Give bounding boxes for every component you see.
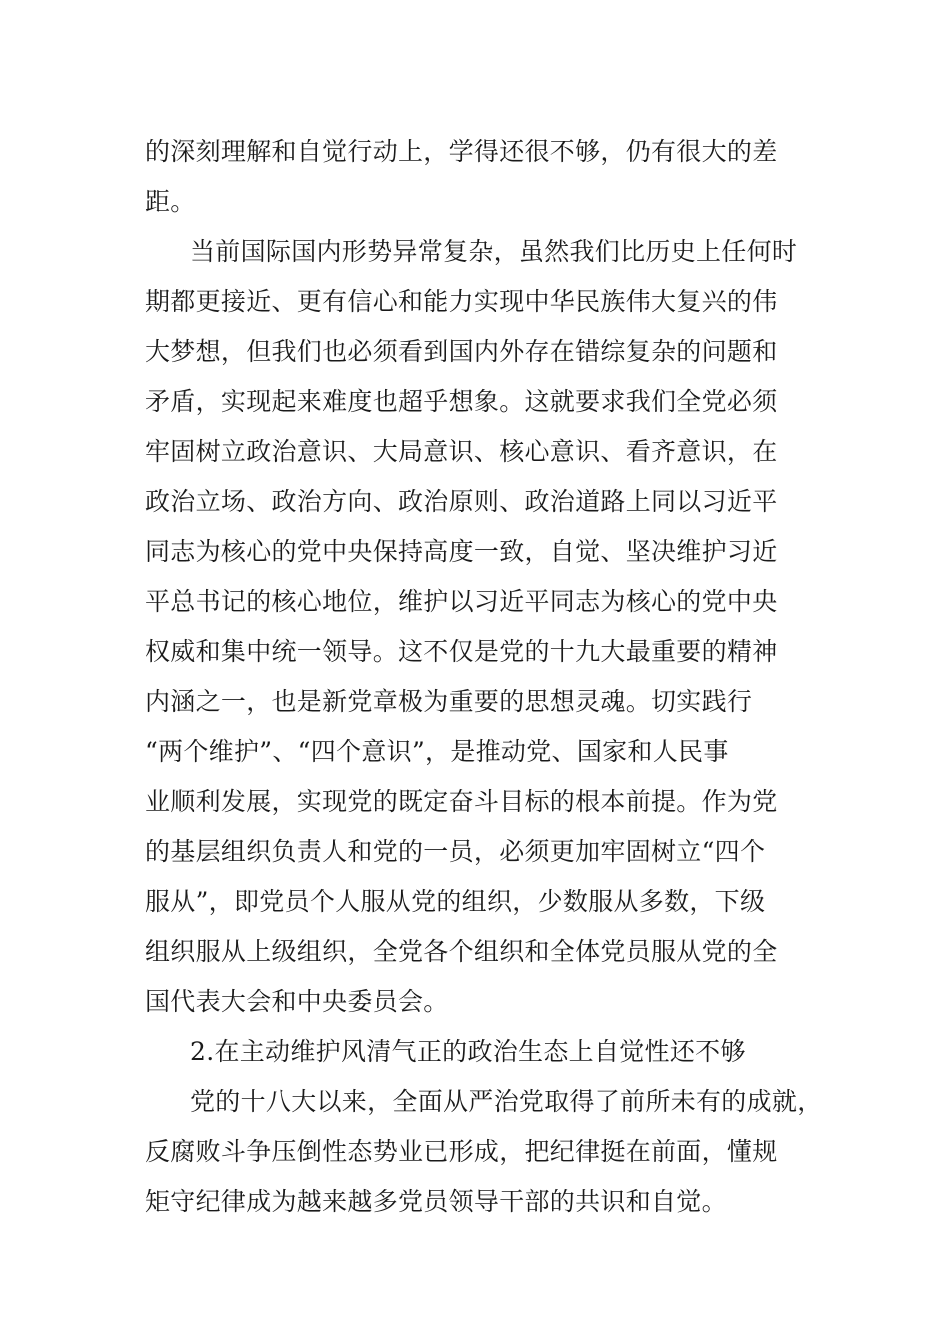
paragraph-start-line: 党的十八大以来，全面从严治党取得了前所未有的成就， — [190, 1087, 823, 1116]
text-line: “两个维护”、“四个意识”，是推动党、国家和人民事 — [145, 737, 729, 766]
text-line: 国代表大会和中央委员会。 — [145, 987, 449, 1016]
text-line: 大梦想，但我们也必须看到国内外存在错综复杂的问题和 — [145, 337, 778, 366]
text-line: 期都更接近、更有信心和能力实现中华民族伟大复兴的伟 — [145, 287, 778, 316]
text-line: 矩守纪律成为越来越多党员领导干部的共识和自觉。 — [145, 1187, 727, 1216]
text-line: 权威和集中统一领导。这不仅是党的十九大最重要的精神 — [145, 637, 778, 666]
text-line: 政治立场、政治方向、政治原则、政治道路上同以习近平 — [145, 487, 778, 516]
text-line: 服从”，即党员个人服从党的组织，少数服从多数，下级 — [145, 887, 766, 916]
text-line: 平总书记的核心地位，维护以习近平同志为核心的党中央 — [145, 587, 778, 616]
text-line: 矛盾，实现起来难度也超乎想象。这就要求我们全党必须 — [145, 387, 778, 416]
paragraph-start-line: 当前国际国内形势异常复杂，虽然我们比历史上任何时 — [190, 237, 798, 266]
text-line: 距。 — [145, 187, 196, 216]
text-line: 的深刻理解和自觉行动上，学得还很不够，仍有很大的差 — [145, 137, 778, 166]
text-line: 的基层组织负责人和党的一员，必须更加牢固树立“四个 — [145, 837, 766, 866]
text-line: 组织服从上级组织，全党各个组织和全体党员服从党的全 — [145, 937, 778, 966]
text-line: 牢固树立政治意识、大局意识、核心意识、看齐意识，在 — [145, 437, 778, 466]
text-line: 反腐败斗争压倒性态势业已形成，把纪律挺在前面，懂规 — [145, 1137, 778, 1166]
text-line: 同志为核心的党中央保持高度一致，自觉、坚决维护习近 — [145, 537, 778, 566]
text-line: 内涵之一，也是新党章极为重要的思想灵魂。切实践行 — [145, 687, 753, 716]
section-heading: 2.在主动维护风清气正的政治生态上自觉性还不够 — [190, 1037, 746, 1066]
text-line: 业顺利发展，实现党的既定奋斗目标的根本前提。作为党 — [145, 787, 778, 816]
